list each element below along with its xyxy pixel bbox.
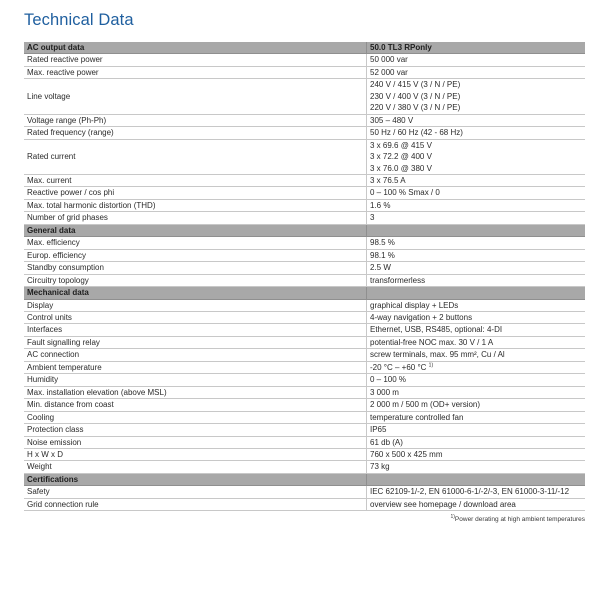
- table-row: [24, 437, 585, 449]
- row-label: Grid connection rule: [24, 499, 367, 510]
- value-line: [370, 151, 585, 162]
- value-line: [370, 175, 585, 186]
- table-row: [24, 362, 585, 374]
- value-text: temperature controlled fan: [370, 412, 464, 422]
- section-title: General data: [24, 225, 367, 236]
- section-model: [367, 287, 585, 298]
- value-line: [370, 262, 585, 273]
- value-text: 2.5 W: [370, 263, 391, 273]
- value-text: 50 Hz / 60 Hz (42 - 68 Hz): [370, 128, 463, 138]
- value-text: 61 db (A): [370, 437, 403, 447]
- value-line: [370, 237, 585, 248]
- row-value: [367, 387, 585, 398]
- value-text: IEC 62109-1/-2, EN 61000-6-1/-2/-3, EN 61000-3-11/-12: [370, 487, 570, 497]
- footnote-text: Power derating at high ambient temperatures: [454, 516, 585, 523]
- section-header: [24, 474, 585, 486]
- value-text: 305 – 480 V: [370, 115, 414, 125]
- value-line: [370, 424, 585, 435]
- value-line: [370, 374, 585, 385]
- value-text: 240 V / 415 V (3 / N / PE): [370, 80, 461, 90]
- value-text: 760 x 500 x 425 mm: [370, 449, 443, 459]
- row-label: Min. distance from coast: [24, 399, 367, 410]
- section-title: Mechanical data: [24, 287, 367, 298]
- row-value: [367, 175, 585, 186]
- value-line: [370, 337, 585, 348]
- row-value: [367, 200, 585, 211]
- section-title: AC output data: [24, 42, 367, 53]
- row-label: AC connection: [24, 349, 367, 360]
- row-value: [367, 374, 585, 385]
- row-value: [367, 187, 585, 198]
- value-text: 50 000 var: [370, 55, 408, 65]
- row-value: [367, 275, 585, 286]
- value-text: transformerless: [370, 275, 426, 285]
- row-label: Weight: [24, 461, 367, 472]
- section-model: 50.0 TL3 RPonly: [370, 43, 432, 52]
- table-row: [24, 127, 585, 139]
- row-label: Max. installation elevation (above MSL): [24, 387, 367, 398]
- table-row: [24, 67, 585, 79]
- table-row: [24, 79, 585, 114]
- table-row: [24, 200, 585, 212]
- table-row: [24, 449, 585, 461]
- row-value: [367, 337, 585, 348]
- value-text: 3 000 m: [370, 387, 399, 397]
- row-label: Humidity: [24, 374, 367, 385]
- value-text: 230 V / 400 V (3 / N / PE): [370, 91, 461, 101]
- table-row: [24, 324, 585, 336]
- value-text: 3 x 69.6 @ 415 V: [370, 140, 432, 150]
- row-value: [367, 127, 585, 138]
- table-row: [24, 412, 585, 424]
- row-value: [367, 250, 585, 261]
- table-row: [24, 499, 585, 511]
- value-text: screw terminals, max. 95 mm², Cu / Al: [370, 350, 505, 360]
- row-value: [367, 312, 585, 323]
- row-label: Ambient temperature: [24, 362, 367, 373]
- value-line: [370, 399, 585, 410]
- spec-table: [24, 42, 585, 511]
- row-value: [367, 399, 585, 410]
- value-text: 0 – 100 %: [370, 375, 407, 385]
- value-line: [370, 324, 585, 335]
- value-line: [370, 212, 585, 223]
- value-text: IP65: [370, 425, 387, 435]
- table-row: [24, 337, 585, 349]
- value-text: 2 000 m / 500 m (OD+ version): [370, 400, 481, 410]
- row-value: [367, 499, 585, 510]
- value-text: 0 – 100 % Smax / 0: [370, 188, 440, 198]
- row-value: [367, 237, 585, 248]
- row-label: H x W x D: [24, 449, 367, 460]
- row-value: [367, 437, 585, 448]
- value-text: 98.5 %: [370, 238, 395, 248]
- table-row: [24, 212, 585, 224]
- row-value: [367, 212, 585, 223]
- table-row: [24, 54, 585, 66]
- value-text: 3: [370, 213, 375, 223]
- row-label: Noise emission: [24, 437, 367, 448]
- value-line: [370, 115, 585, 126]
- value-line: [370, 250, 585, 261]
- value-line: [370, 102, 585, 113]
- value-text: 98.1 %: [370, 250, 395, 260]
- value-line: [370, 387, 585, 398]
- value-line: [370, 275, 585, 286]
- table-row: [24, 140, 585, 175]
- value-text: Ethernet, USB, RS485, optional: 4-DI: [370, 325, 503, 335]
- row-value: [367, 349, 585, 360]
- value-line: [370, 486, 585, 497]
- value-line: [370, 362, 585, 373]
- row-value: [367, 412, 585, 423]
- value-line: [370, 449, 585, 460]
- table-row: [24, 300, 585, 312]
- page-title: Technical Data: [24, 11, 134, 29]
- row-value: [367, 324, 585, 335]
- row-label: Interfaces: [24, 324, 367, 335]
- table-row: [24, 275, 585, 287]
- row-label: Reactive power / cos phi: [24, 187, 367, 198]
- row-label: Line voltage: [24, 79, 367, 113]
- row-value: [367, 449, 585, 460]
- row-value: [367, 67, 585, 78]
- value-text: overview see homepage / download area: [370, 499, 516, 509]
- table-row: [24, 486, 585, 498]
- table-row: [24, 349, 585, 361]
- table-row: [24, 461, 585, 473]
- row-label: Europ. efficiency: [24, 250, 367, 261]
- row-label: Rated current: [24, 140, 367, 174]
- row-label: Rated reactive power: [24, 54, 367, 65]
- value-line: [370, 437, 585, 448]
- row-label: Max. efficiency: [24, 237, 367, 248]
- value-line: [370, 140, 585, 151]
- table-row: [24, 115, 585, 127]
- value-line: [370, 187, 585, 198]
- section-header: [24, 225, 585, 237]
- row-value: [367, 54, 585, 65]
- row-value: [367, 362, 585, 373]
- row-value: [367, 424, 585, 435]
- value-text: 220 V / 380 V (3 / N / PE): [370, 103, 461, 113]
- value-line: [370, 461, 585, 472]
- section-header: [24, 287, 585, 299]
- table-row: [24, 187, 585, 199]
- value-line: [370, 54, 585, 65]
- value-text: potential-free NOC max. 30 V / 1 A: [370, 337, 494, 347]
- table-row: [24, 312, 585, 324]
- row-label: Voltage range (Ph-Ph): [24, 115, 367, 126]
- row-label: Protection class: [24, 424, 367, 435]
- table-row: [24, 424, 585, 436]
- row-label: Safety: [24, 486, 367, 497]
- table-row: [24, 175, 585, 187]
- table-row: [24, 262, 585, 274]
- section-model: [367, 225, 585, 236]
- footnote: [450, 513, 585, 523]
- row-value: [367, 486, 585, 497]
- table-row: [24, 250, 585, 262]
- value-text: 3 x 72.2 @ 400 V: [370, 152, 432, 162]
- value-line: [370, 499, 585, 510]
- row-value: [367, 461, 585, 472]
- table-row: [24, 387, 585, 399]
- row-label: Control units: [24, 312, 367, 323]
- value-text: 52 000 var: [370, 67, 408, 77]
- row-label: Display: [24, 300, 367, 311]
- row-label: Circuitry topology: [24, 275, 367, 286]
- table-row: [24, 374, 585, 386]
- row-label: Max. reactive power: [24, 67, 367, 78]
- value-line: [370, 79, 585, 90]
- footnote-mark: 1): [450, 513, 455, 520]
- table-row: [24, 237, 585, 249]
- section-header: [24, 42, 585, 54]
- value-line: [370, 300, 585, 311]
- value-line: [370, 67, 585, 78]
- row-label: Rated frequency (range): [24, 127, 367, 138]
- value-line: [370, 163, 585, 174]
- value-line: [370, 312, 585, 323]
- value-text: 4-way navigation + 2 buttons: [370, 312, 473, 322]
- value-line: [370, 127, 585, 138]
- value-text: graphical display + LEDs: [370, 300, 459, 310]
- section-title: Certifications: [24, 474, 367, 485]
- value-text: -20 °C – +60 °C: [370, 362, 427, 372]
- row-label: Max. total harmonic distortion (THD): [24, 200, 367, 211]
- section-model: [367, 474, 585, 485]
- value-text: 73 kg: [370, 462, 390, 472]
- value-text: 3 x 76.0 @ 380 V: [370, 163, 432, 173]
- row-value: [367, 140, 585, 174]
- row-value: [367, 79, 585, 113]
- value-line: [370, 91, 585, 102]
- value-text: 3 x 76.5 A: [370, 175, 406, 185]
- row-value: [367, 300, 585, 311]
- value-line: [370, 349, 585, 360]
- footnote-ref: 1): [428, 362, 434, 369]
- row-value: [367, 115, 585, 126]
- value-line: [370, 200, 585, 211]
- row-label: Cooling: [24, 412, 367, 423]
- value-text: 1.6 %: [370, 200, 391, 210]
- row-label: Number of grid phases: [24, 212, 367, 223]
- table-row: [24, 399, 585, 411]
- row-value: [367, 262, 585, 273]
- row-label: Max. current: [24, 175, 367, 186]
- value-line: [370, 412, 585, 423]
- row-label: Fault signalling relay: [24, 337, 367, 348]
- row-label: Standby consumption: [24, 262, 367, 273]
